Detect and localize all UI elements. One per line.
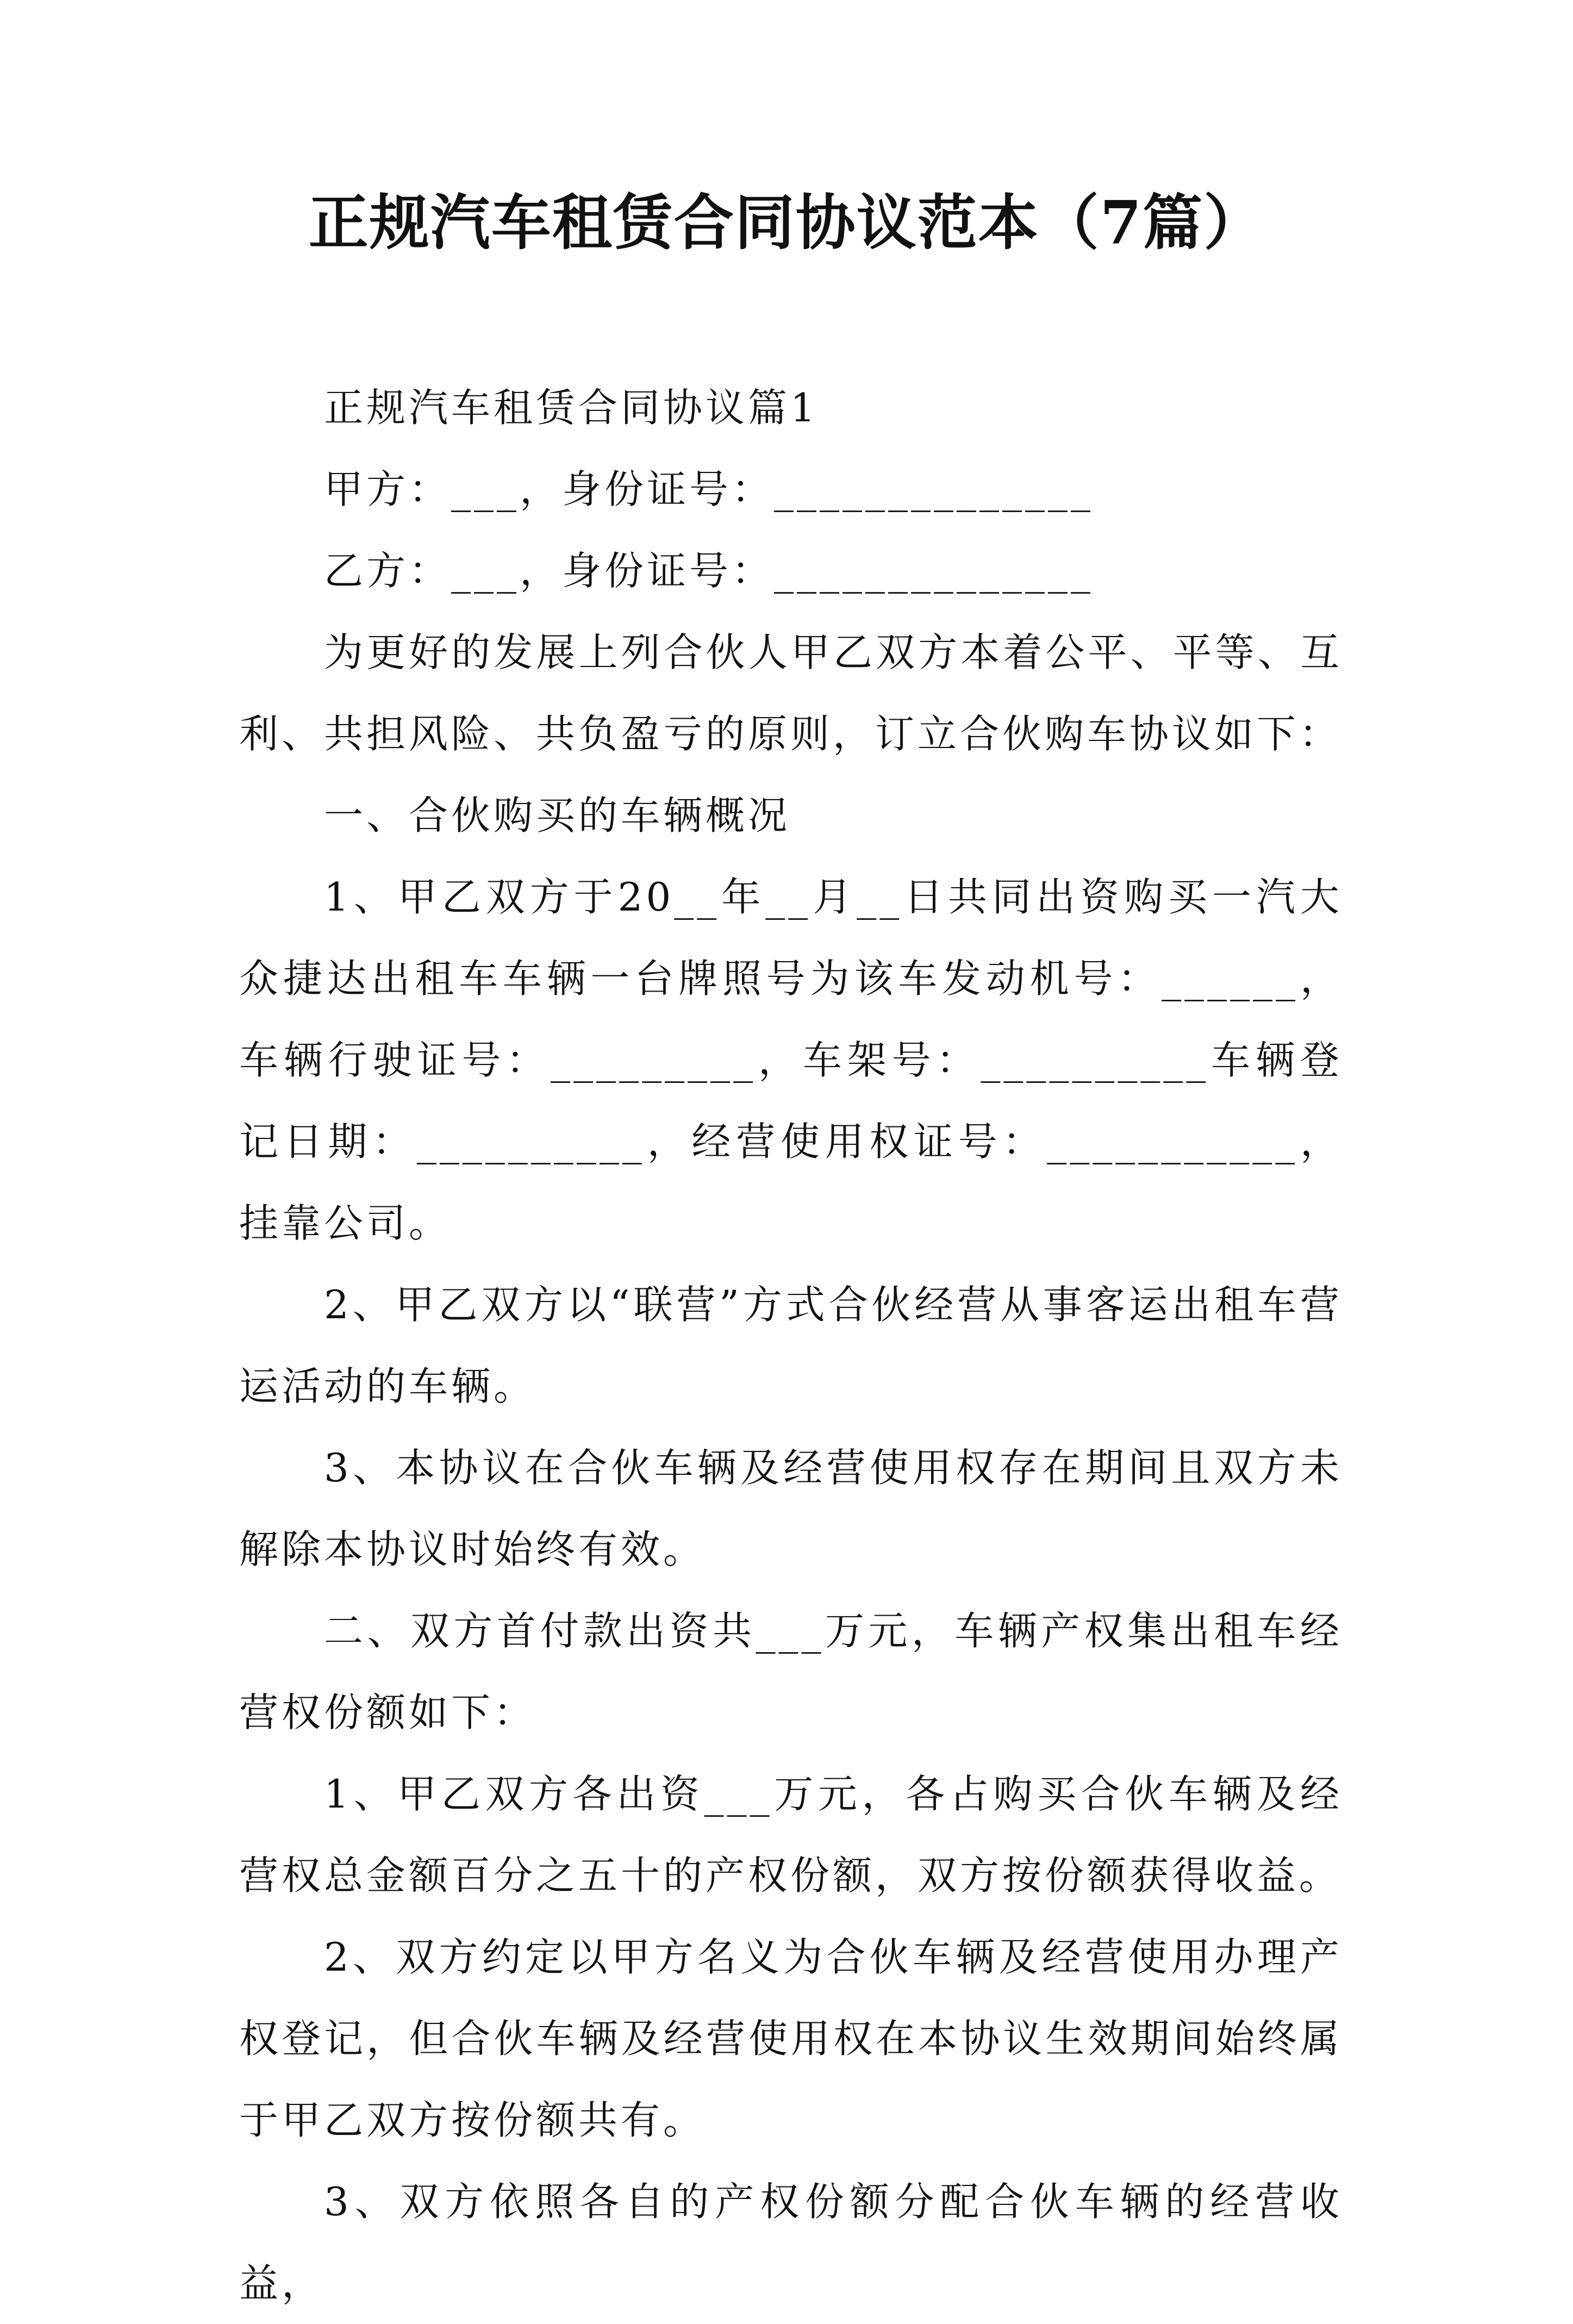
document-body [239, 367, 1343, 2324]
paragraph-3: 乙方：___，身份证号：______________ [324, 548, 1094, 594]
paragraph-11: 2、双方约定以甲方名义为合伙车辆及经营使用办理产权登记，但合伙车辆及经营使用权在本协议生效期间始终属于甲乙双方按份额共有。 [239, 1934, 1343, 2143]
paragraph-6: 1、甲乙双方于20__年__月__日共同出资购买一汽大众捷达出租车车辆一台牌照号为该车发动机号：______，车辆行驶证号：_________，车架号：__________车辆登记日期：__________，经营使用权证号：___________，挂靠公司。 [239, 874, 1343, 1246]
paragraph-9: 二、双方首付款出资共___万元，车辆产权集出租车经营权份额如下： [239, 1608, 1343, 1735]
paragraph-5: 一、合伙购买的车辆概况 [324, 793, 791, 838]
paragraph-7: 2、甲乙双方以“联营”方式合伙经营从事客运出租车营运活动的车辆。 [239, 1282, 1343, 1409]
document-title: 正规汽车租赁合同协议范本（7篇） [308, 188, 1265, 258]
paragraph-2: 甲方：___，身份证号：______________ [324, 466, 1094, 512]
paragraph-4: 为更好的发展上列合伙人甲乙双方本着公平、平等、互利、共担风险、共负盈亏的原则，订立合伙购车协议如下： [239, 630, 1343, 757]
paragraph-10: 1、甲乙双方各出资___万元，各占购买合伙车辆及经营权总金额百分之五十的产权份额，双方按份额获得收益。 [239, 1771, 1343, 1898]
paragraph-12: 3、双方依照各自的产权份额分配合伙车辆的经营收益， [239, 2179, 1343, 2306]
paragraph-1: 正规汽车租赁合同协议篇1 [324, 385, 819, 431]
paragraph-8: 3、本协议在合伙车辆及经营使用权存在期间且双方未解除本协议时始终有效。 [239, 1445, 1343, 1572]
